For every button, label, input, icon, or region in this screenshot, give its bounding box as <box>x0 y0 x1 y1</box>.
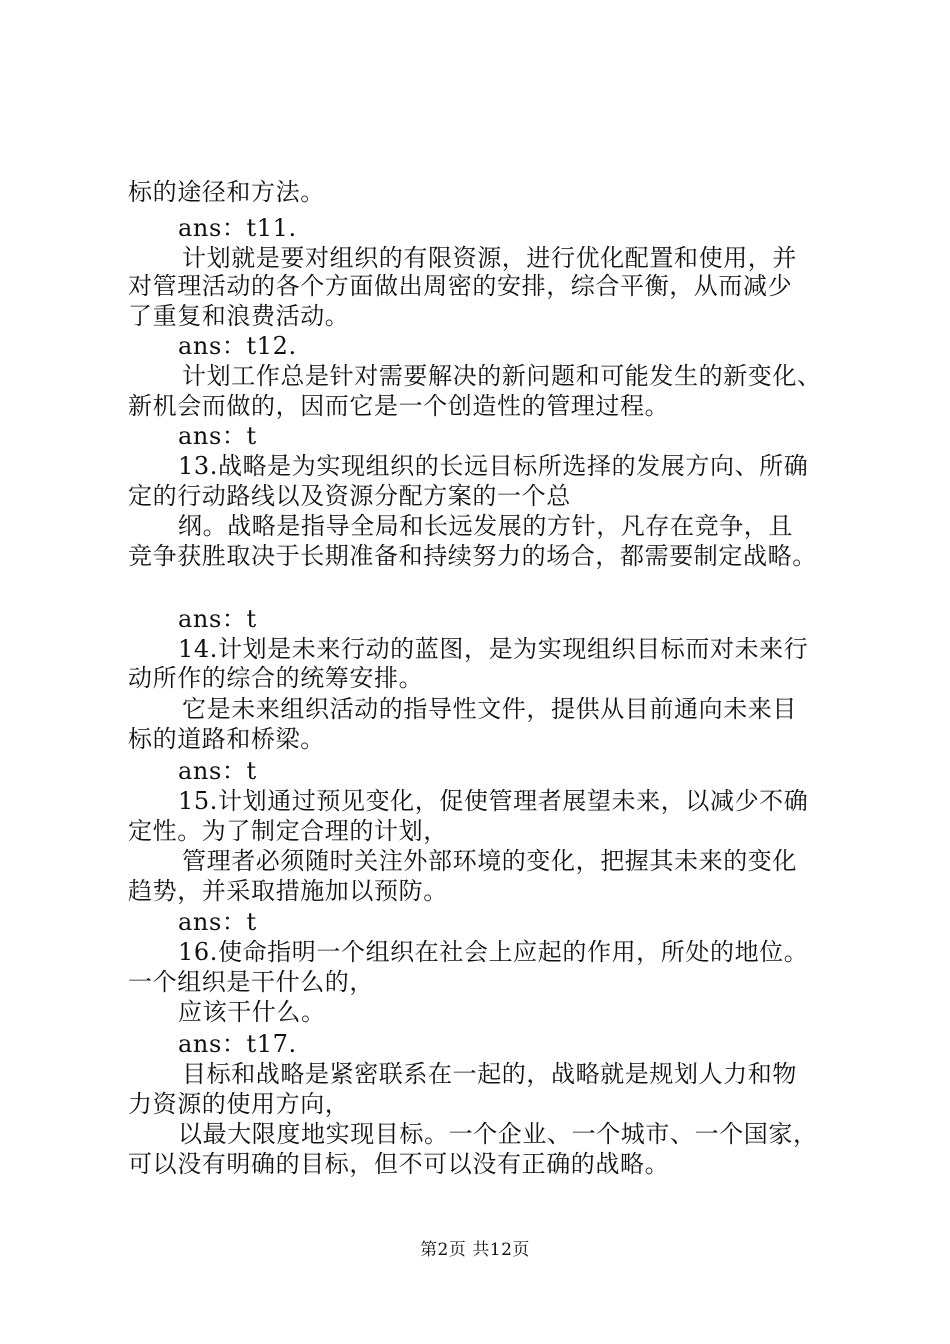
text-line: 力资源的使用方向， <box>128 1090 350 1118</box>
answer-line: ans：t12. <box>178 332 297 360</box>
text-line: 趋势，并采取措施加以预防。 <box>128 877 448 905</box>
text-line: 它是未来组织活动的指导性文件，提供从目前通向未来目 <box>182 695 797 723</box>
answer-line: ans：t <box>178 908 257 936</box>
text-line: 竞争获胜取决于长期准备和持续努力的场合，都需要制定战略。 <box>128 542 817 570</box>
text-line: 计划工作总是针对需要解决的新问题和可能发生的新变化、 <box>182 362 822 390</box>
answer-line: ans：t <box>178 605 257 633</box>
answer-line: ans：t <box>178 757 257 785</box>
text-line: 纲。战略是指导全局和长远发展的方针，凡存在竞争，且 <box>178 512 793 540</box>
page-footer <box>0 1238 950 1262</box>
text-line: 16.使命指明一个组织在社会上应起的作用，所处的地位。 <box>178 938 809 966</box>
text-line: 标的途径和方法。 <box>128 178 325 206</box>
text-line: 定的行动路线以及资源分配方案的一个总 <box>128 482 571 510</box>
text-line: 以最大限度地实现目标。一个企业、一个城市、一个国家， <box>178 1120 818 1148</box>
text-line: 可以没有明确的目标，但不可以没有正确的战略。 <box>128 1150 670 1178</box>
text-line: 目标和战略是紧密联系在一起的，战略就是规划人力和物 <box>182 1060 797 1088</box>
page-number-label: 第2页 共12页 <box>420 1240 530 1260</box>
text-line: 管理者必须随时关注外部环境的变化，把握其未来的变化 <box>182 847 797 875</box>
text-line: 新机会而做的，因而它是一个创造性的管理过程。 <box>128 392 670 420</box>
text-line: 应该干什么。 <box>178 998 326 1026</box>
text-line: 定性。为了制定合理的计划， <box>128 817 448 845</box>
text-line: 13.战略是为实现组织的长远目标所选择的发展方向、所确 <box>178 452 809 480</box>
text-line: 15.计划通过预见变化，促使管理者展望未来，以减少不确 <box>178 787 809 815</box>
text-line: 了重复和浪费活动。 <box>128 302 350 330</box>
text-line: 动所作的综合的统筹安排。 <box>128 664 424 692</box>
text-line: 计划就是要对组织的有限资源，进行优化配置和使用，并 <box>182 244 797 272</box>
text-line: 标的道路和桥梁。 <box>128 725 325 753</box>
text-line: 一个组织是干什么的， <box>128 968 374 996</box>
answer-line: ans：t11. <box>178 214 297 242</box>
answer-line: ans：t <box>178 422 257 450</box>
text-line: 14.计划是未来行动的蓝图，是为实现组织目标而对未来行 <box>178 635 809 663</box>
answer-line: ans：t17. <box>178 1030 297 1058</box>
text-line: 对管理活动的各个方面做出周密的安排，综合平衡，从而减少 <box>128 272 793 300</box>
